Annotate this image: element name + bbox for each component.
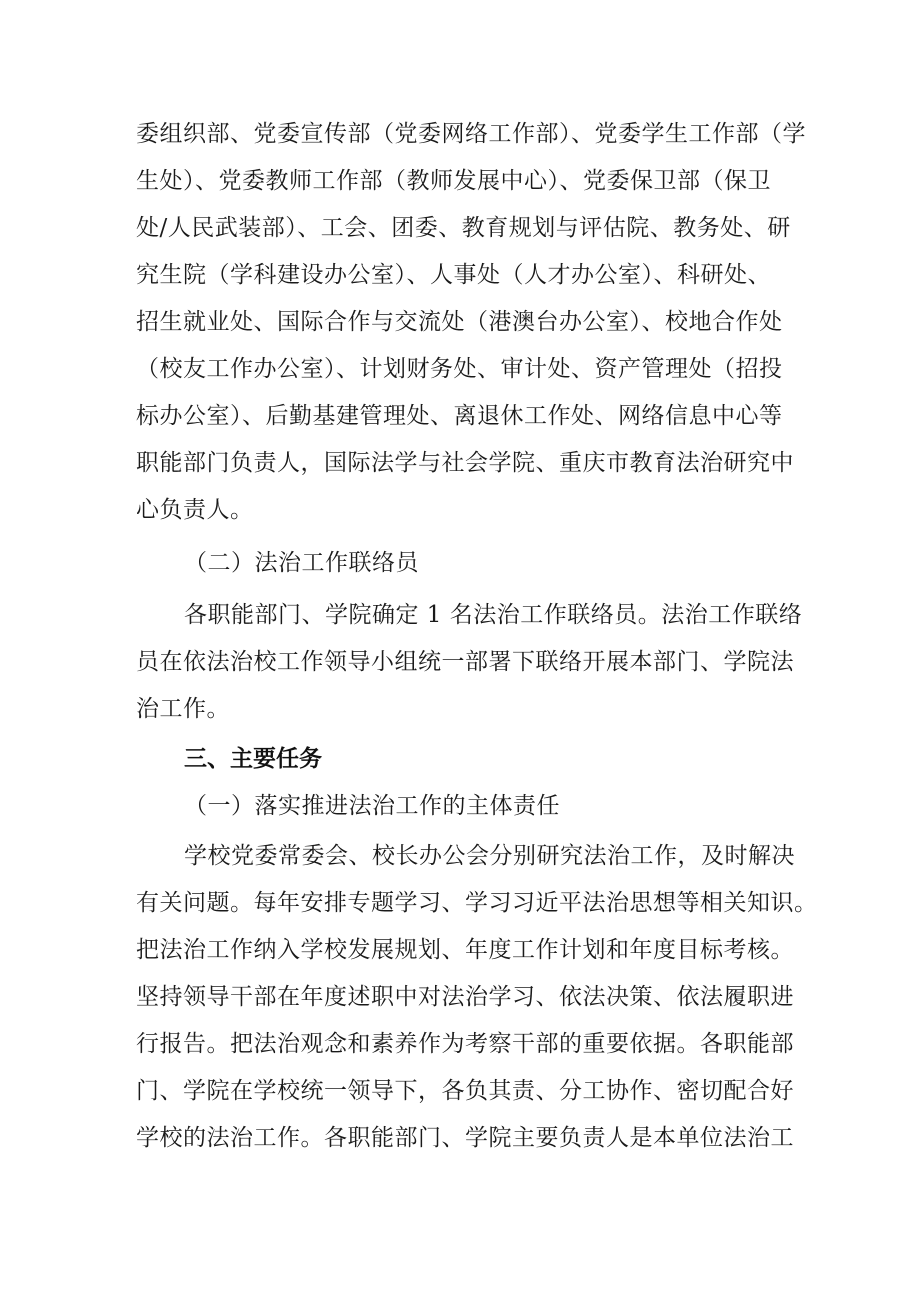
body-line: （校友工作办公室）、计划财务处、审计处、资产管理处（招投 [136,356,783,382]
body-line: 行报告。把法治观念和素养作为考察干部的重要依据。各职能部 [136,1031,794,1057]
body-line: 心负责人。 [136,497,254,523]
body-line: 生处）、党委教师工作部（教师发展中心）、党委保卫部（保卫 [136,168,771,194]
body-line: 把法治工作纳入学校发展规划、年度工作计划和年度目标考核。 [136,937,794,963]
subheading-responsibility: （一）落实推进法治工作的主体责任 [184,793,560,819]
body-line: 职能部门负责人，国际法学与社会学院、重庆市教育法治研究中 [136,450,794,476]
body-line: 治工作。 [136,696,230,722]
subheading-liaison: （二）法治工作联络员 [184,550,419,576]
body-line: 有关问题。每年安排专题学习、学习习近平法治思想等相关知识。 [136,890,818,916]
body-line: 门、学院在学校统一领导下，各负其责、分工协作、密切配合好 [136,1078,794,1104]
body-line: 究生院（学科建设办公室）、人事处（人才办公室）、科研处、 [136,262,771,288]
body-line: 标办公室）、后勤基建管理处、离退休工作处、网络信息中心等 [136,403,783,429]
section-heading-main-tasks: 三、主要任务 [184,746,322,772]
body-line: 委组织部、党委宣传部（党委网络工作部）、党委学生工作部（学 [136,121,806,147]
body-line: 坚持领导干部在年度述职中对法治学习、依法决策、依法履职进 [136,984,794,1010]
body-line: 处/人民武装部）、工会、团委、教育规划与评估院、教务处、研 [136,215,791,241]
body-line: 学校的法治工作。各职能部门、学院主要负责人是本单位法治工 [136,1125,794,1151]
body-line: 员在依法治校工作领导小组统一部署下联络开展本部门、学院法 [136,649,794,675]
body-line: 各职能部门、学院确定 1 名法治工作联络员。法治工作联络 [184,602,803,628]
body-line: 学校党委常委会、校长办公会分别研究法治工作，及时解决 [184,843,795,869]
body-line: 招生就业处、国际合作与交流处（港澳台办公室）、校地合作处 [136,309,783,335]
